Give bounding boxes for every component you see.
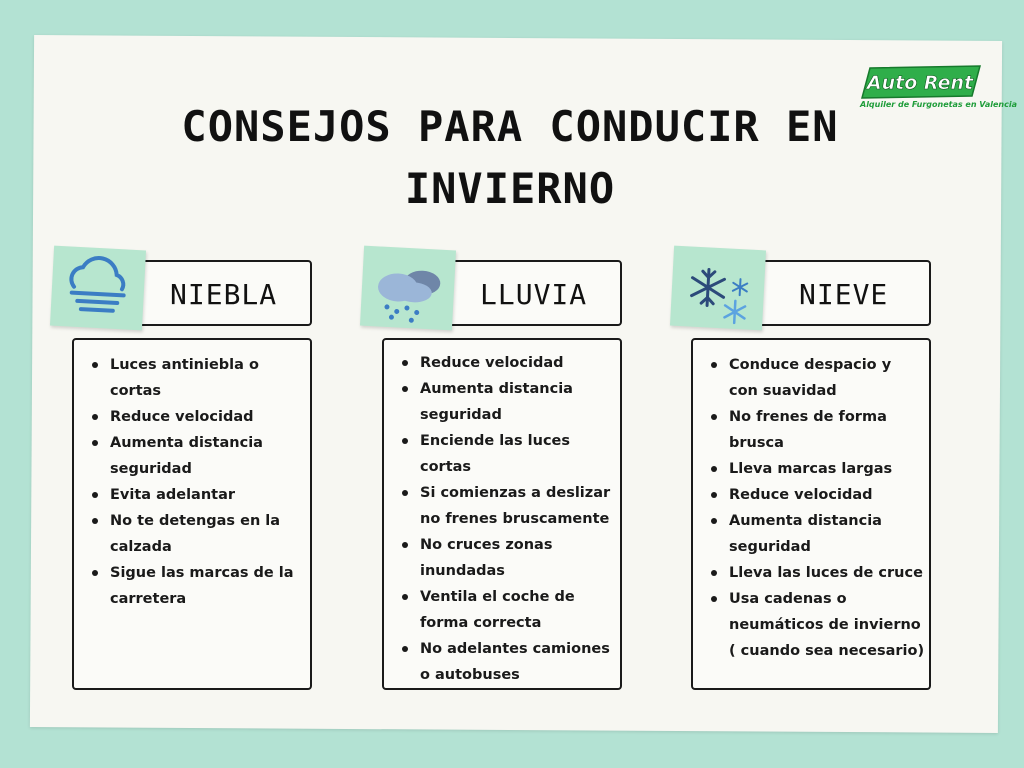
- tips-list-lluvia: [382, 338, 622, 690]
- snowflakes-icon: [670, 246, 766, 331]
- list-item: Conduce despacio y con suavidad: [711, 352, 925, 404]
- list-item: No cruces zonas inundadas: [402, 532, 616, 584]
- autorent-logo-mark: [856, 62, 984, 102]
- list-item: Reduce velocidad: [711, 482, 925, 508]
- section-heading: NIEVE: [799, 278, 889, 311]
- list-item: Enciende las luces cortas: [402, 428, 616, 480]
- list-item: Reduce velocidad: [402, 350, 616, 376]
- list-item: Lleva marcas largas: [711, 456, 925, 482]
- list-item: No frenes de forma brusca: [711, 404, 925, 456]
- tips-list: [711, 352, 925, 664]
- list-item: Lleva las luces de cruce: [711, 560, 925, 586]
- fog-note: [50, 246, 146, 331]
- autorent-logo: [856, 62, 1018, 112]
- list-item: Si comienzas a deslizar no frenes bruscamente: [402, 480, 616, 532]
- rain-note: [360, 246, 456, 331]
- list-item: Reduce velocidad: [92, 404, 306, 430]
- list-item: Aumenta distancia seguridad: [402, 376, 616, 428]
- snow-note: [670, 246, 766, 331]
- list-item: Evita adelantar: [92, 482, 306, 508]
- list-item: No te detengas en la calzada: [92, 508, 306, 560]
- list-item: No adelantes camiones o autobuses: [402, 636, 616, 688]
- list-item: Ventila el coche de forma correcta: [402, 584, 616, 636]
- tips-list-nieve: [691, 338, 931, 690]
- list-item: Aumenta distancia seguridad: [92, 430, 306, 482]
- list-item: Luces antiniebla o cortas: [92, 352, 306, 404]
- tips-list: [402, 350, 616, 688]
- section-heading: LLUVIA: [480, 278, 588, 311]
- list-item: Aumenta distancia seguridad: [711, 508, 925, 560]
- svg-text:Auto Rent: Auto Rent: [866, 72, 974, 94]
- page-title: CONSEJOS PARA CONDUCIR EN INVIERNO: [181, 102, 839, 213]
- tips-list-niebla: [72, 338, 312, 690]
- list-item: Sigue las marcas de la carretera: [92, 560, 306, 612]
- rain-cloud-icon: [360, 246, 456, 331]
- section-heading: NIEBLA: [170, 278, 278, 311]
- tips-list: [92, 352, 306, 612]
- logo-tagline: Alquiler de Furgonetas en Valencia: [860, 100, 1018, 109]
- list-item: Usa cadenas o neumáticos de invierno ( cuando sea necesario): [711, 586, 925, 664]
- fog-icon: [50, 246, 146, 331]
